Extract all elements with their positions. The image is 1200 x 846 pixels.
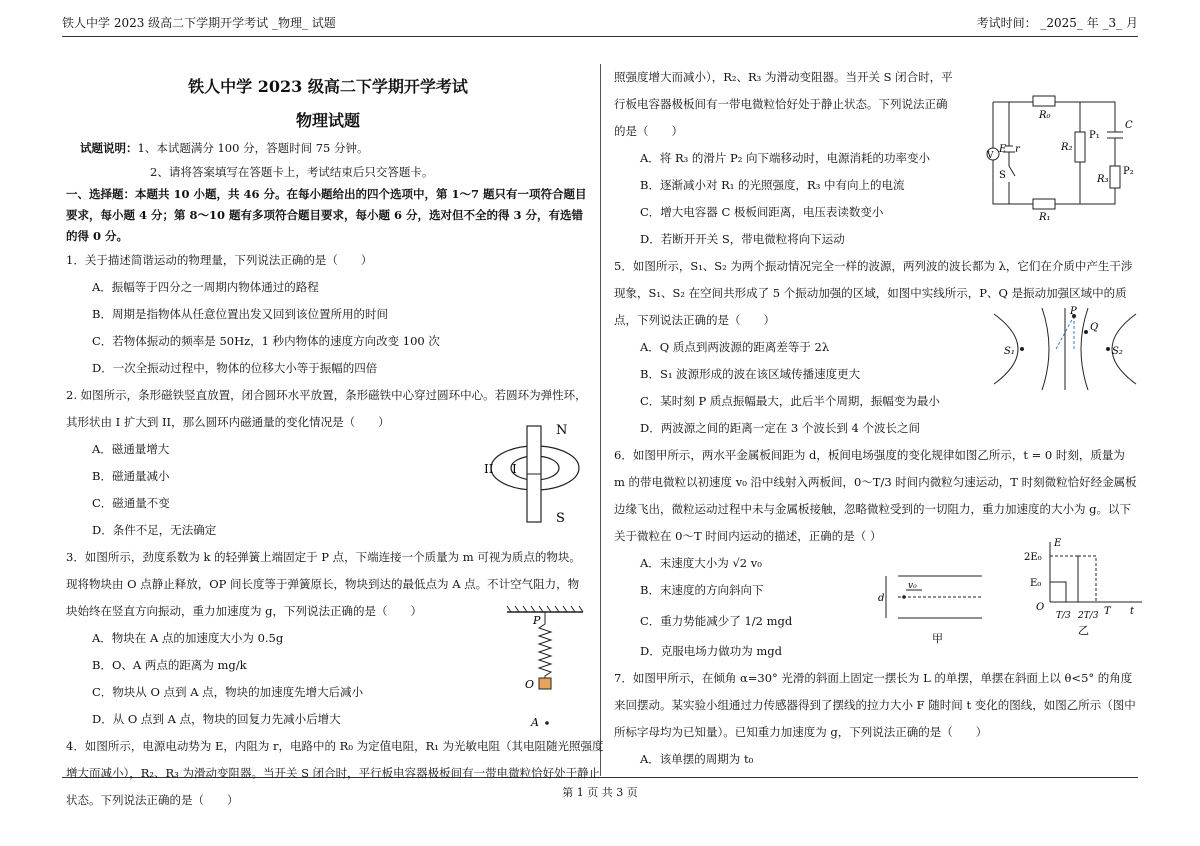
q3-option-b: B．O、A 两点的距离为 mg/k bbox=[92, 658, 247, 672]
q6-option-c: C．重力势能减少了 1/2 mgd bbox=[640, 614, 793, 628]
q4-option-b: B．逐渐减小对 R₁ 的光照强度，R₃ 中有向上的电流 bbox=[640, 178, 905, 192]
instructions: 试题说明：1、本试题满分 100 分，答题时间 75 分钟。 bbox=[80, 141, 369, 155]
q6-stem: 6．如图甲所示，两水平金属板间距为 d，板间电场强度的变化规律如图乙所示，t = 0 时刻，质量为 m 的带电微粒以初速度 v₀ 沿中线射入两板间，0～T/3 时间内微粒匀速运动，T 时刻微粒恰好经金属板边缘飞出，微粒运动过程中未与金属板接触，忽略微粒受到的一切阻力，重力加速度的大小为 g。以下关于微粒在 0～T 时间内运动的描述，正确的是（ ） bbox=[614, 448, 1137, 543]
note-1: 1、本试题满分 100 分，答题时间 75 分钟。 bbox=[137, 141, 369, 155]
q6-option-d: D．克服电场力做功为 mgd bbox=[640, 644, 783, 658]
point-o-label: O bbox=[525, 678, 535, 691]
q3-stem: 3．如图所示，劲度系数为 k 的轻弹簧上端固定于 P 点，下端连接一个质量为 m 可视为质点的物块。现将物块由 O 点静止释放，OP 间长度等于弹簧原长，物块到达的最低点为 A 点。不计空气阻力，物块始终在竖直方向振动，重力加速度为 g，下列说法正确的是（ ） bbox=[66, 550, 581, 618]
q2-option-c: C．磁通量不变 bbox=[92, 496, 170, 510]
south-label: S bbox=[556, 511, 565, 526]
ring-ii-label: II bbox=[484, 462, 494, 476]
q5-option-d: D．两波源之间的距离一定在 3 个波长到 4 个波长之间 bbox=[640, 421, 920, 435]
exam-title: 铁人中学 2023 级高二下学期开学考试 bbox=[188, 77, 468, 96]
point-p-label: P bbox=[533, 614, 541, 627]
r0-label: R₀ bbox=[1039, 110, 1051, 121]
circuit-figure bbox=[985, 92, 1135, 222]
p1-label: P₁ bbox=[1089, 130, 1100, 141]
north-label: N bbox=[556, 423, 568, 438]
figure-jia-label: 甲 bbox=[932, 632, 943, 645]
q4-option-c: C．增大电容器 C 极板间距离，电压表读数变小 bbox=[640, 205, 884, 219]
q2-option-b: B．磁通量减小 bbox=[92, 469, 170, 483]
plates-figure-jia bbox=[876, 570, 986, 650]
q6-option-a: A．末速度大小为 √2 v₀ bbox=[640, 556, 762, 570]
q2-option-a: A．磁通量增大 bbox=[92, 442, 170, 456]
p2-label: P₂ bbox=[1123, 166, 1134, 177]
r2-label: R₂ bbox=[1061, 142, 1073, 153]
v0-label: v₀ bbox=[908, 581, 917, 591]
ring-i-label: I bbox=[512, 462, 517, 476]
r3-label: R₃ bbox=[1097, 174, 1109, 185]
q3-option-a: A．物块在 A 点的加速度大小为 0.5g bbox=[92, 631, 284, 645]
q1-option-b: B．周期是指物体从任意位置出发又回到该位置所用的时间 bbox=[92, 307, 388, 321]
spring-figure bbox=[505, 602, 585, 732]
note-2: 2、请将答案填写在答题卡上，考试结束后只交答题卡。 bbox=[150, 165, 434, 179]
subject-title: 物理试题 bbox=[295, 111, 360, 130]
section-heading: 一、选择题：本题共 10 小题，共 46 分。在每小题给出的四个选项中，第 1～7 题只有一项符合题目要求，每小题 4 分；第 8～10 题有多项符合题目要求，每小题 6 分，选对但不全的得 3 分，有选错的得 0 分。 bbox=[66, 187, 587, 243]
internal-r-label: r bbox=[1015, 144, 1020, 155]
q5-stem: 5．如图所示，S₁、S₂ 为两个振动情况完全一样的波源，两列波的波长都为 λ，它们在介质中产生干涉现象，S₁、S₂ 在空间共形成了 5 个振动加强的区域，如图中实线所示，P、Q 是振动加强区域中的质点，下列说法正确的是（ ） bbox=[614, 259, 1133, 327]
origin-label: O bbox=[1036, 602, 1045, 613]
header-right: 考试时间： _2025_ 年 _3_ 月 bbox=[976, 16, 1138, 30]
axis-t-label: t bbox=[1130, 606, 1135, 617]
q1-stem: 1．关于描述简谐运动的物理量，下列说法正确的是（ ） bbox=[66, 253, 373, 267]
point-a-label: A bbox=[531, 716, 539, 729]
q6-option-b: B．末速度的方向斜向下 bbox=[640, 583, 764, 597]
q5-option-c: C．某时刻 P 质点振幅最大，此后半个周期，振幅变为最小 bbox=[640, 394, 940, 408]
q-point-label: Q bbox=[1090, 322, 1099, 333]
field-time-graph-yi bbox=[1022, 538, 1152, 638]
q5-option-a: A．Q 质点到两波源的距离差等于 2λ bbox=[640, 340, 830, 354]
emf-label: E bbox=[999, 144, 1007, 155]
magnet-ring-figure bbox=[480, 418, 590, 528]
p-point-label: P bbox=[1070, 306, 1077, 317]
q4-stem: 4．如图所示，电源电动势为 E，内阻为 r，电路中的 R₀ 为定值电阻，R₁ 为光敏电阻（其电阻随光照强度增大而减小），R₂、R₃ 为滑动变阻器。当开关 S 闭合时，平行板电容器极板间有一带电微粒恰好处于静止状态。下列说法正确的是（ ） bbox=[66, 739, 604, 807]
axis-e-label: E bbox=[1054, 538, 1062, 549]
q2-stem: 2. 如图所示，条形磁铁竖直放置，闭合圆环水平放置，条形磁铁中心穿过圆环中心。若圆环为弹性环，其形状由 I 扩大到 II，那么圆环内磁通量的变化情况是（ ） bbox=[66, 388, 587, 429]
q1-option-a: A．振幅等于四分之一周期内物体通过的路程 bbox=[92, 280, 319, 294]
q5-option-b: B．S₁ 波源形成的波在该区域传播速度更大 bbox=[640, 367, 861, 381]
figure-yi-label: 乙 bbox=[1078, 624, 1089, 637]
t-label: T bbox=[1104, 606, 1111, 617]
voltmeter-label: V bbox=[987, 151, 994, 161]
q3-option-c: C．物块从 O 点到 A 点，物块的加速度先增大后减小 bbox=[92, 685, 364, 699]
s1-label: S₁ bbox=[1004, 346, 1015, 357]
q1-option-c: C．若物体振动的频率是 50Hz，1 秒内物体的速度方向改变 100 次 bbox=[92, 334, 440, 348]
header-rule bbox=[62, 36, 1138, 37]
page-header bbox=[62, 14, 1138, 34]
page-footer: 第 1 页 共 3 页 bbox=[562, 786, 638, 799]
distance-d-label: d bbox=[878, 593, 885, 604]
capacitor-label: C bbox=[1125, 120, 1133, 131]
interference-figure bbox=[990, 306, 1140, 392]
q7-option-a: A．该单摆的周期为 t₀ bbox=[640, 752, 754, 766]
q4-option-d: D．若断开开关 S，带电微粒将向下运动 bbox=[640, 232, 845, 246]
t23-label: 2T/3 bbox=[1078, 611, 1099, 621]
r1-label: R₁ bbox=[1039, 212, 1051, 222]
e2-label: 2E₀ bbox=[1024, 552, 1042, 563]
q4-option-a: A．将 R₃ 的滑片 P₂ 向下端移动时，电源消耗的功率变小 bbox=[640, 151, 931, 165]
q3-option-d: D．从 O 点到 A 点，物块的回复力先减小后增大 bbox=[92, 712, 341, 726]
q4-continued: 照强度增大而减小），R₂、R₃ 为滑动变阻器。当开关 S 闭合时，平行板电容器极板间有一带电微粒恰好处于静止状态。下列说法正确的是（ ） bbox=[614, 70, 953, 138]
s2-label: S₂ bbox=[1112, 346, 1123, 357]
header-left: 铁人中学 2023 级高二下学期开学考试 _物理_ 试题 bbox=[62, 16, 336, 30]
q2-option-d: D．条件不足，无法确定 bbox=[92, 523, 217, 537]
column-divider bbox=[600, 64, 601, 776]
e0-label: E₀ bbox=[1030, 578, 1042, 589]
switch-label: S bbox=[999, 170, 1006, 181]
q1-option-d: D．一次全振动过程中，物体的位移大小等于振幅的四倍 bbox=[92, 361, 378, 375]
q7-stem: 7．如图甲所示，在倾角 α=30° 光滑的斜面上固定一摆长为 L 的单摆，单摆在斜面上以 θ<5° 的角度来回摆动。某实验小组通过力传感器得到了摆线的拉力大小 F 随时间 t 变化的图线，如图乙所示（图中所标字母均为已知量）。已知重力加速度为 g，下列说法正确的是（ ） bbox=[614, 671, 1136, 739]
t3-label: T/3 bbox=[1056, 611, 1071, 621]
